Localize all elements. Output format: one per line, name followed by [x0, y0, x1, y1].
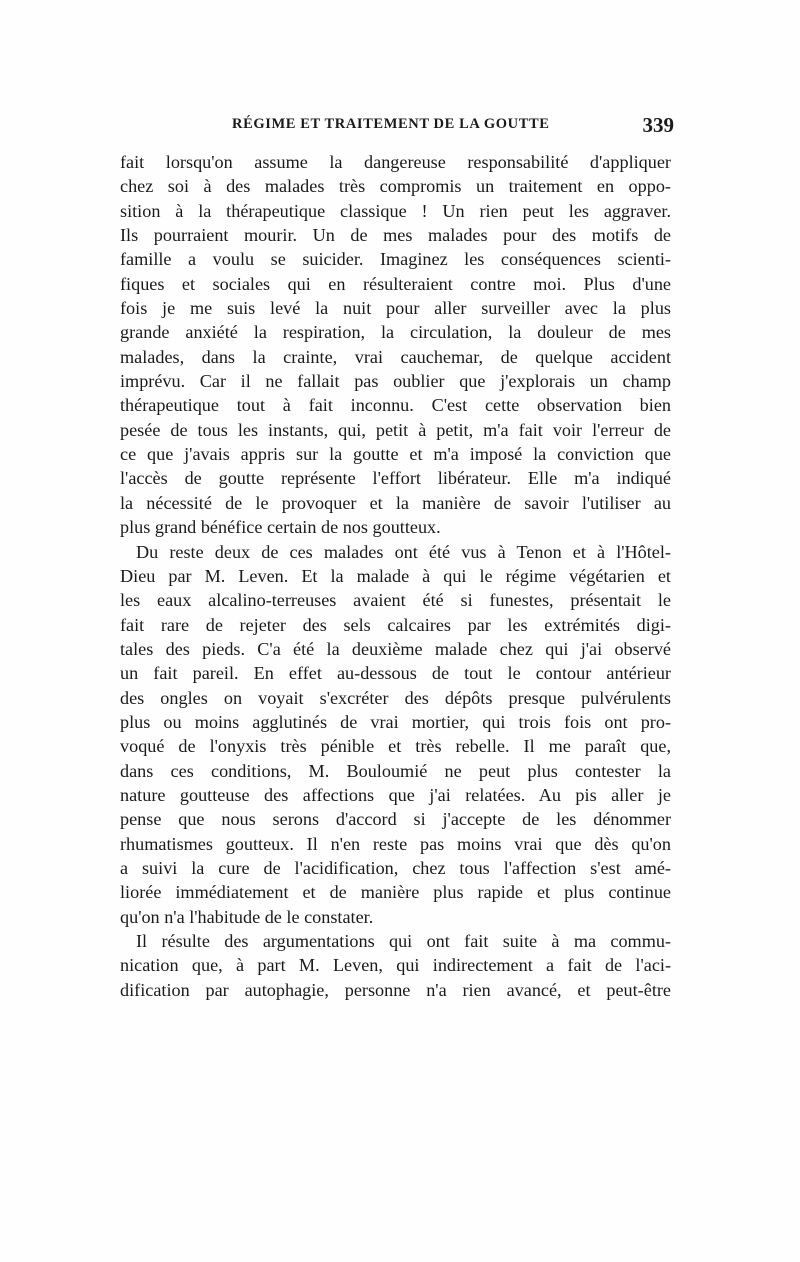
text-line: voqué de l'onyxis très pénible et très rebelle. Il me paraît que, [120, 736, 671, 757]
running-title: RÉGIME ET TRAITEMENT DE LA GOUTTE [232, 116, 550, 132]
paragraph-end-line: qu'on n'a l'habitude de le constater. [120, 906, 374, 927]
text-line: rhumatismes goutteux. Il n'en reste pas moins vrai que dès qu'on [120, 833, 671, 854]
text-line: malades, dans la crainte, vrai cauchemar, de quelque accident [120, 346, 671, 367]
text-line: chez soi à des malades très compromis un traitement en oppo- [120, 176, 671, 197]
text-line: plus ou moins agglutinés de vrai mortier, qui trois fois ont pro- [120, 711, 671, 732]
text-line: des ongles on voyait s'excréter des dépôts presque pulvérulents [120, 687, 671, 708]
text-line: imprévu. Car il ne fallait pas oublier que j'explorais un champ [120, 371, 671, 392]
page-number: 339 [642, 113, 674, 137]
text-line: fait lorsqu'on assume la dangereuse responsabilité d'appliquer [120, 152, 671, 172]
text-line: dans ces conditions, M. Bouloumié ne peut plus contester la [120, 760, 671, 781]
body-text [120, 150, 671, 1002]
text-line: pesée de tous les instants, qui, petit à petit, m'a fait voir l'erreur de [120, 419, 671, 440]
paragraph-first-line: Du reste deux de ces malades ont été vus à Tenon et à l'Hôtel- [136, 541, 671, 562]
text-line: Dieu par M. Leven. Et la malade à qui le régime végétarien et [120, 565, 671, 586]
text-line: nication que, à part M. Leven, qui indirectement a fait de l'aci- [120, 955, 671, 976]
paragraph-first-line: Il résulte des argumentations qui ont fait suite à ma commu- [136, 931, 671, 951]
text-line: a suivi la cure de l'acidification, chez tous l'affection s'est amé- [120, 857, 671, 878]
text-line: les eaux alcalino-terreuses avaient été si funestes, présentait le [120, 590, 671, 611]
text-line: dification par autophagie, personne n'a rien avancé, et peut-être [120, 979, 671, 1000]
text-line: un fait pareil. En effet au-dessous de tout le contour antérieur [120, 663, 671, 684]
text-line: fiques et sociales qui en résulteraient contre moi. Plus d'une [120, 273, 671, 294]
text-line: tales des pieds. C'a été la deuxième malade chez qui j'ai observé [120, 638, 671, 659]
text-line: grande anxiété la respiration, la circulation, la douleur de mes [120, 322, 671, 343]
text-line: Ils pourraient mourir. Un de mes malades pour des motifs de [120, 225, 671, 246]
text-line: ce que j'avais appris sur la goutte et m'a imposé la conviction que [120, 444, 671, 465]
paragraph-end-line: plus grand bénéfice certain de nos goutteux. [120, 517, 441, 538]
text-line: thérapeutique tout à fait inconnu. C'est cette observation bien [120, 395, 671, 416]
text-line: pense que nous serons d'accord si j'accepte de les dénommer [120, 809, 671, 830]
text-line: l'accès de goutte représente l'effort libérateur. Elle m'a indiqué [120, 468, 671, 489]
text-line: la nécessité de le provoquer et la manière de savoir l'utiliser au [120, 492, 671, 513]
running-head [120, 113, 680, 142]
text-line: liorée immédiatement et de manière plus rapide et plus continue [120, 882, 671, 903]
text-line: famille a voulu se suicider. Imaginez les conséquences scienti- [120, 249, 671, 270]
text-line: nature goutteuse des affections que j'ai relatées. Au pis aller je [120, 784, 671, 805]
text-line: fois je me suis levé la nuit pour aller surveiller avec la plus [120, 298, 671, 319]
text-line: sition à la thérapeutique classique ! Un rien peut les aggraver. [120, 200, 671, 221]
text-line: fait rare de rejeter des sels calcaires par les extrémités digi- [120, 614, 671, 635]
